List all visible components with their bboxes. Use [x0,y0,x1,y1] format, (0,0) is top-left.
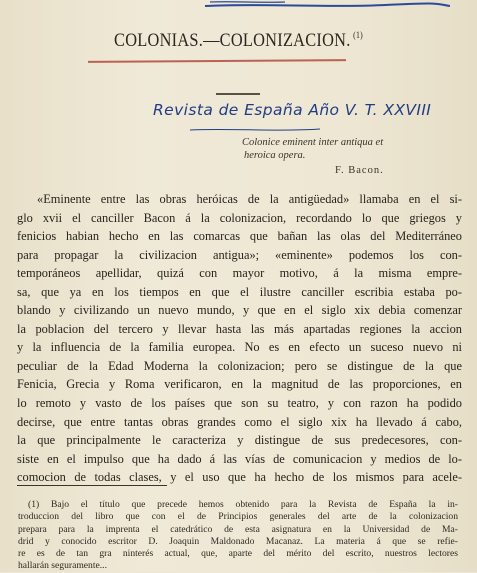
body-line: y la influencia de la familia europea. No es en efecto un suceso nuevo ni [17,340,462,355]
handwritten-underline [190,128,320,132]
epigraph [242,136,452,162]
body-line: temporáneos apellidar, quizá con mayor motivo, á la misma empre- [17,266,462,281]
title-separator-rule [216,93,260,95]
body-line: Fenicia, Grecia y Roma verificaron, en la magnitud de las proporciones, en [17,377,462,392]
body-line: comocion de todas clases, y el uso que ha hecho de los mismos para acele- [17,470,462,485]
top-ink-strokes [205,0,450,10]
footnote-line: re es de tan gra ninterés actual, que, aparte del mérito del escrito, nuestros lectores [18,548,458,560]
footnote-line: troduccion del libro que con el de Principios generales del arte de la colonizacion [18,511,458,523]
epigraph-author: F. Bacon. [335,165,384,176]
title-text: COLONIAS.—COLONIZACION. [114,30,351,51]
body-line: blando y civilizando un nuevo mundo, y que en el siglo xix debia comenzar [17,303,462,318]
body-line: la que principalmente le caracteriza y distingue de sus predecesores, con- [17,433,462,448]
body-paragraph [17,190,462,487]
title-red-underline [88,59,346,63]
page-title [33,30,443,52]
body-line: fenicios habian hecho en las comarcas que bañan las olas del Mediterráneo [17,229,462,244]
body-line: lo remoto y vasto de los países que son su teatro, y con razon ha podido [17,396,462,411]
handwritten-annotation: Revista de España Año V. T. XXVIII [153,101,432,119]
footnote [18,499,458,573]
footnote-divider [17,485,167,486]
epigraph-line: heroica opera. [244,150,306,161]
epigraph-line: Colonice eminent inter antiqua et [242,137,384,148]
body-line: «Eminente entre las obras heróicas de la antigüedad» llamaba en el si- [37,192,462,206]
body-line: sa, que ya en los tiempos en que el ilustre canciller escribia estaba po- [17,284,462,299]
footnote-line: hallarán seguramente... [18,560,107,572]
footnote-line: (1) Bajo el título que precede hemos obtenido para la Revista de España la in- [28,499,458,510]
body-line: decirse, que entre tantas obras grandes como el siglo xix ha llevado á cabo, [17,414,462,429]
body-line: siste en el impulso que ha dado á las vías de comunicacion y medios de lo- [17,451,462,466]
title-footnote-ref: (1) [353,30,363,40]
body-line: glo xvii el canciller Bacon á la colonizacion, recordando lo que griegos y [17,210,462,225]
body-line: para propagar la civilizacion antigua»; «eminente» podemos los con- [17,247,462,262]
footnote-line: prepara para la imprenta el catedrático de esta asignatura en la Universidad de Ma- [18,523,458,535]
footnote-line: drid y conocido escritor D. Joaquin Maldonado Macanaz. La materia á que se refie- [18,535,458,547]
body-line: peculiar de la Edad Moderna la colonizacion; pero se distingue de la que [17,358,462,373]
body-line: la poblacion del tercero y llevar hasta las más apartadas regiones la accion [17,321,462,336]
